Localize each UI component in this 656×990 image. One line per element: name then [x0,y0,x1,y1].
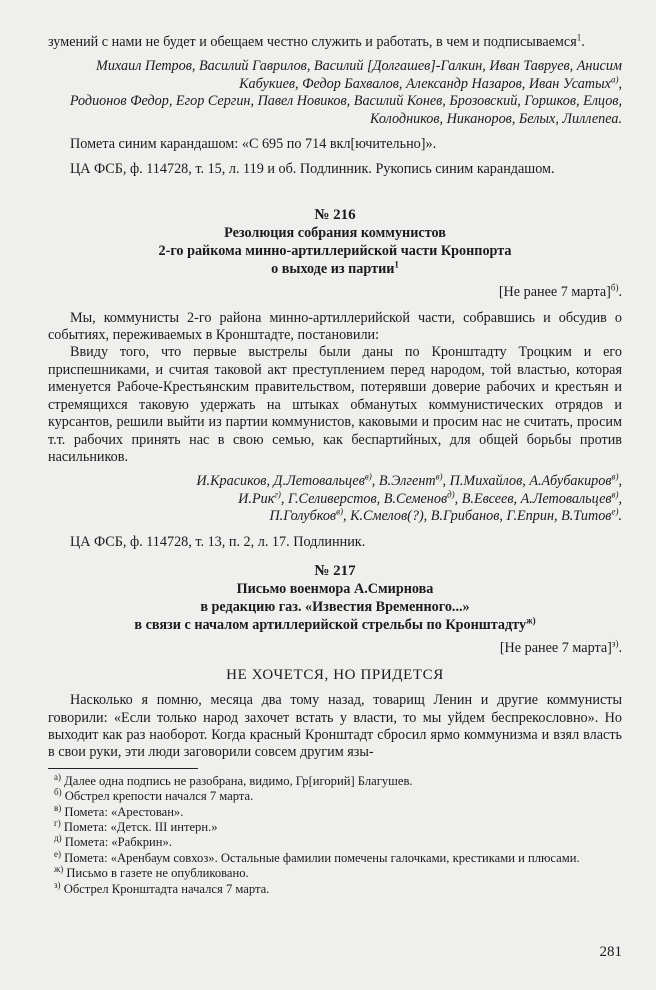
footnote: $^{а)}$ Далее одна подпись не разобрана, видимо, Гр[игорий] Благушев. [54,771,413,788]
doc-217-title: Письмо военмора А.Смирнова в редакцию газ. «Известия Временного...» в связи с началом артиллерийской стрельбы по Кронштадту$^{ж)}$ [134,581,536,634]
continuation-text: зумений с нами не будет и обещаем честно служить и работать, в чем и подписываемся$^1$. [48,32,585,50]
footnote: $^{д)}$ Помета: «Рабкрин». [54,833,172,850]
footnote: $^{е)}$ Помета: «Аренбаум совхоз». Остальные фамилии помечены галочками, крестиками и плюсами. [54,848,580,865]
source-citation: ЦА ФСБ, ф. 114728, т. 15, л. 119 и об. Подлинник. Рукопись синим карандашом. [70,161,555,178]
doc-216-source: ЦА ФСБ, ф. 114728, т. 13, п. 2, л. 17. Подлинник. [70,533,366,550]
footnotes [48,771,622,897]
footnote: $^{г)}$ Помета: «Детск. III интерн.» [54,817,218,834]
doc-216-paragraph: Мы, коммунисты 2-го района минно-артиллерийской части, собравшись и обсудив о событиях, переживаемых в Кронштадте, постановили: [48,309,622,344]
footnote-divider [48,768,198,769]
doc-216-paragraph: Ввиду того, что первые выстрелы были даны по Кронштадту Троцким и его приспешниками, и считая таковой акт преступлением перед народом, той властью, которая именуется Рабоче-Крестьянским правительством, потерявши доверие рабочих и крестьян и стремящихся таковую удержать на штыках обманутых коммунистических отрядов и курсантов, решили выйти из партии коммунистов, каковыми и просим нас не считать, просим т.т. рабочих принять нас в свою семью, как беспартийных, для общей борьбы против насильников. [48,344,622,465]
footnote: $^{в)}$ Помета: «Арестован». [54,802,184,819]
doc-216-title: Резолюция собрания коммунистов 2-го райкома минно-артиллерийской части Кронпорта о выходе из партии$^1$ [158,225,512,278]
doc-216-date: [Не ранее 7 марта]$^{б)}$. [498,282,622,301]
archival-note: Помета синим карандашом: «С 695 по 714 вкл[ючительно]». [70,136,437,153]
footnote: $^{ж)}$ Письмо в газете не опубликовано. [54,864,249,881]
letter-headline: НЕ ХОЧЕТСЯ, НО ПРИДЕТСЯ [226,666,444,683]
doc-217-number: № 217 [314,562,356,579]
doc-217-date: [Не ранее 7 марта]$^{з)}$. [499,638,622,657]
doc-217-paragraph: Насколько я помню, месяца два тому назад, товарищ Ленин и другие коммунисты говорили: «Если только народ захочет встать у власти, то мы уйдем беспрекословно». Но выходит как раз наоборот. Когда красный Кронштадт сбросил ярмо коммунизма и взял власть в свои руки, эти люди заговорили совсем другим язы- [48,692,622,761]
doc-216-number: № 216 [314,206,356,223]
doc-216-signatures: И.Красиков, Д.Летовальцев$^{в)}$, В.Элгент$^{в)}$, П.Михайлов, А.Абубакиров$^{в)}$, И.Рик$^{г)}$, Г.Селиверстов, В.Семенов$^{д)}$, В.Евсеев, А.Летовальцев$^{в)}$, П.Голубков$^{в)}$, К.Смелов(?), В.Грибанов, Г.Еприн, В.Титов$^{е)}$. [196,471,622,525]
footnote-ref: 1 [576,32,582,43]
page-number: 281 [599,944,622,960]
footnote: $^{б)}$ Обстрел крепости начался 7 марта. [54,787,254,804]
signatures-block-1: Михаил Петров, Василий Гаврилов, Василий [Долгашев]-Галкин, Иван Тавруев, Анисим Кабукиев, Федор Бахвалов, Александр Назаров, Иван Усатых$^{а)}$, Родионов Федор, Егор Сергин, Павел Новиков, Василий Конев, Брозовский, Горшков, Елцов, Колодников, Никаноров, Белых, Лиллепеа. [69,58,622,127]
footnote-ref: а) [610,74,619,85]
footnote: $^{з)}$ Обстрел Кронштадта начался 7 марта. [54,879,270,896]
